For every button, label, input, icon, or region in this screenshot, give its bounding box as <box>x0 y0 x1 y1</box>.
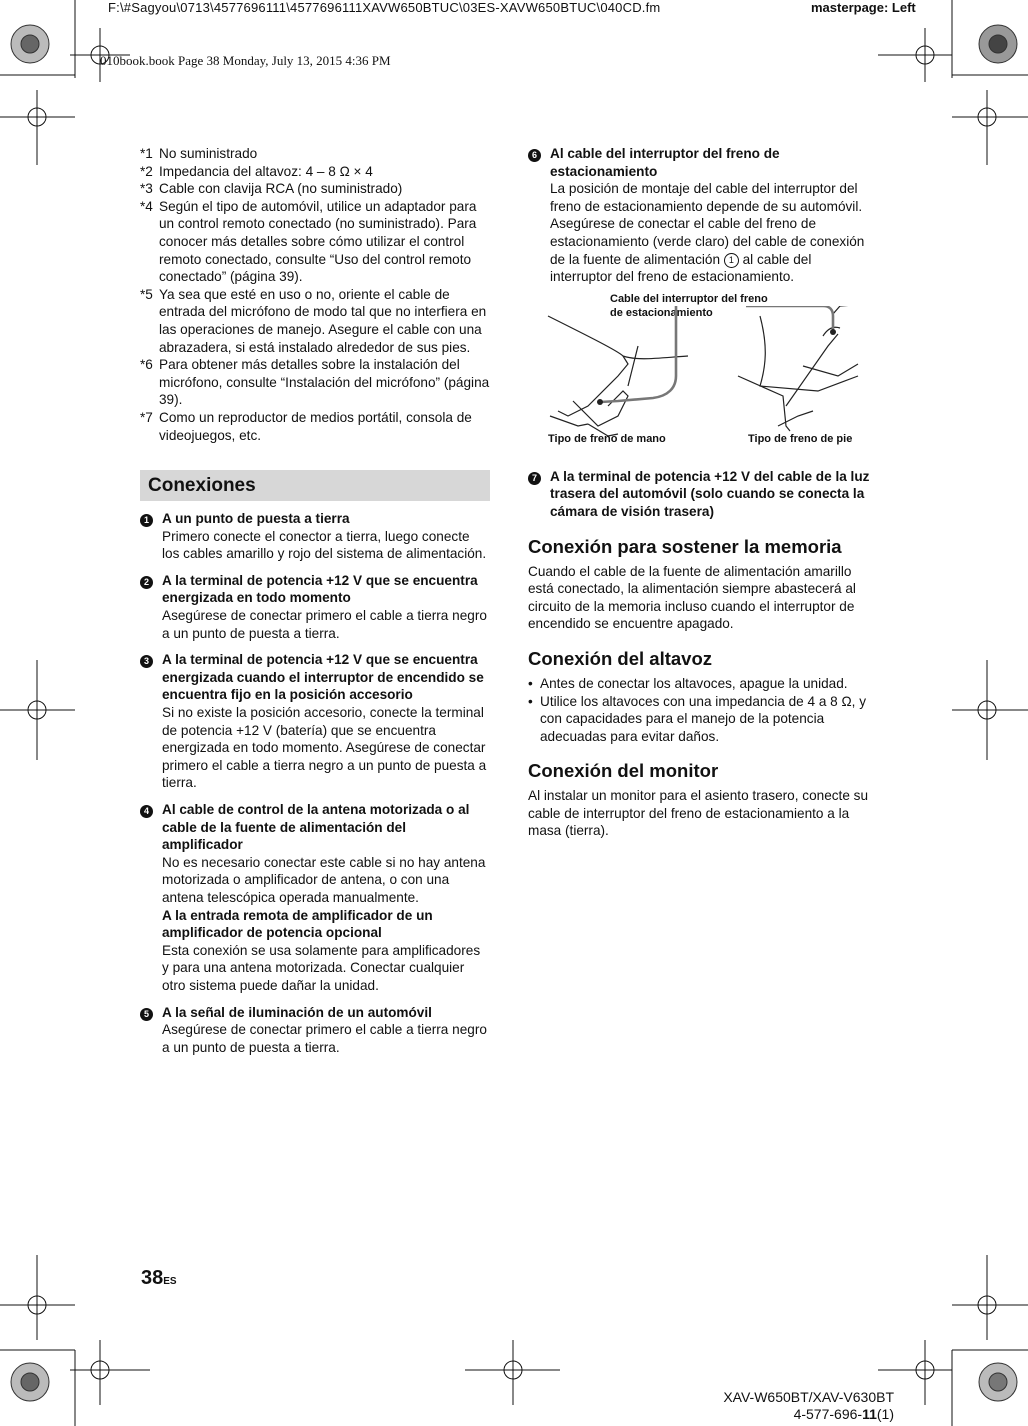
item-title: Al cable del interruptor del freno de estacionamiento <box>550 146 780 179</box>
masterpage-label: masterpage: Left <box>811 0 916 15</box>
item-text: Primero conecte el conector a tierra, luego conecte los cables amarillo y rojo del sistema de alimentación. <box>162 528 487 562</box>
left-column <box>140 145 490 1065</box>
section-title: Conexiones <box>140 470 490 501</box>
figure-label-hand: Tipo de freno de mano <box>548 432 666 445</box>
item-subtitle: A la entrada remota de amplificador de un amplificador de potencia opcional <box>162 907 433 941</box>
model-info: XAV-W650BT/XAV-V630BT 4-577-696-11(1) <box>723 1389 894 1422</box>
footnote: *2 Impedancia del altavoz: 4 – 8 Ω × 4 <box>140 163 373 179</box>
footnotes <box>140 145 490 444</box>
number-badge: 4 <box>140 805 153 818</box>
list-item <box>528 468 874 521</box>
brake-figure <box>528 294 874 454</box>
footnote: *7 Como un reproductor de medios portátil, consola de videojuegos, etc. <box>140 409 472 443</box>
item-text: Esta conexión se usa solamente para amplificadores y para una antena motorizada. Conectar cualquier otro sistema puede dañar la unidad. <box>162 942 481 993</box>
circled-number: 1 <box>724 253 739 268</box>
number-badge: 7 <box>528 472 541 485</box>
item-title: A la señal de iluminación de un automóvil <box>162 1004 432 1020</box>
heading-memory: Conexión para sostener la memoria <box>528 535 842 557</box>
file-path: F:\#Sagyou\0713\4577696111\4577696111XAVW650BTUC\03ES-XAVW650BTUC\040CD.fm <box>108 0 661 15</box>
right-column <box>528 145 874 840</box>
number-badge: 3 <box>140 655 153 668</box>
paragraph: Cuando el cable de la fuente de alimentación amarillo está conectado, la alimentación siempre abastecerá al circuito de la memoria incluso cuando el interruptor de encendido se encuentre apagado. <box>528 563 856 632</box>
list-item <box>140 1004 490 1057</box>
heading-speaker: Conexión del altavoz <box>528 647 713 669</box>
item-text: Asegúrese de conectar primero el cable a tierra negro a un punto de puesta a tierra. <box>162 1022 487 1055</box>
bullet-item: • Utilice los altavoces con una impedancia de 4 a 8 Ω, y con capacidades para el manejo de la potencia adecuadas para evitar daños. <box>528 693 867 744</box>
item-title: A la terminal de potencia +12 V que se encuentra energizada en todo momento <box>162 572 478 606</box>
number-badge: 2 <box>140 576 153 589</box>
item-text: Asegúrese de conectar el cable del freno de estacionamiento (verde claro) del cable de conexión de la fuente de alimentación 1 al cable del interruptor del freno de estacionamiento. <box>550 216 865 285</box>
heading-monitor: Conexión del monitor <box>528 760 719 782</box>
item-title: A la terminal de potencia +12 V del cable de la luz trasera del automóvil (solo cuando se conecta la cámara de visión trasera) <box>550 468 870 519</box>
number-badge: 6 <box>528 149 541 162</box>
list-item <box>140 572 490 642</box>
footnote: *6 Para obtener más detalles sobre la instalación del micrófono, consulte “Instalación del micrófono” (página 39). <box>140 357 490 408</box>
number-badge: 1 <box>140 514 153 527</box>
footnote: *4 Según el tipo de automóvil, utilice un adaptador para un control remoto conectado (no suministrado). Para conocer más detalles sobre cómo utilizar el control remoto conectado, consulte “Uso del control remoto conectado” (página 39). <box>140 198 477 285</box>
footnote: *1 No suministrado <box>140 146 258 161</box>
item-text: No es necesario conectar este cable si no hay antena motorizada o amplificador de antena, o con una antena telescópica operada manualmente. <box>162 854 486 905</box>
item-text: La posición de montaje del cable del interruptor del freno de estacionamiento depende de su automóvil. <box>550 181 863 214</box>
item-text: Asegúrese de conectar primero el cable a tierra negro a un punto de puesta a tierra. <box>162 608 487 641</box>
item-title: Al cable de control de la antena motorizada o al cable de la fuente de alimentación del amplificador <box>162 802 470 853</box>
item-title: A un punto de puesta a tierra <box>162 511 350 527</box>
book-stamp: 010book.book Page 38 Monday, July 13, 2015 4:36 PM <box>100 53 391 68</box>
bullet-item: • Antes de conectar los altavoces, apague la unidad. <box>528 675 848 691</box>
page-number: 38ES <box>141 1267 177 1289</box>
number-badge: 5 <box>140 1008 153 1021</box>
item-title: A la terminal de potencia +12 V que se encuentra energizada cuando el interruptor de encendido se encuentra fijo en la posición accesorio <box>162 652 484 703</box>
paragraph: Al instalar un monitor para el asiento trasero, conecte su cable de interruptor del freno de estacionamiento a la masa (tierra). <box>528 788 869 839</box>
list-item <box>528 145 874 286</box>
figure-label-foot: Tipo de freno de pie <box>748 432 853 445</box>
brake-illustration <box>528 306 874 446</box>
list-item <box>140 651 490 792</box>
list-item <box>140 510 490 563</box>
item-text: Si no existe la posición accesorio, conecte la terminal de potencia +12 V (batería) que se encuentra energizada en todo momento. Asegúrese de conectar primero el cable a tierra negro a un punto de puesta a tierra. <box>162 705 487 791</box>
figure-callout: Cable del interruptor del freno de estacionamiento <box>610 292 768 319</box>
list-item <box>140 801 490 995</box>
footnote: *3 Cable con clavija RCA (no suministrado) <box>140 181 403 197</box>
footnote: *5 Ya sea que esté en uso o no, oriente el cable de entrada del micrófono de modo tal que no interfiera en las operaciones de manejo. Asegure el cable con una abrazadera, si está instalado alrededor de sus pies. <box>140 286 487 355</box>
